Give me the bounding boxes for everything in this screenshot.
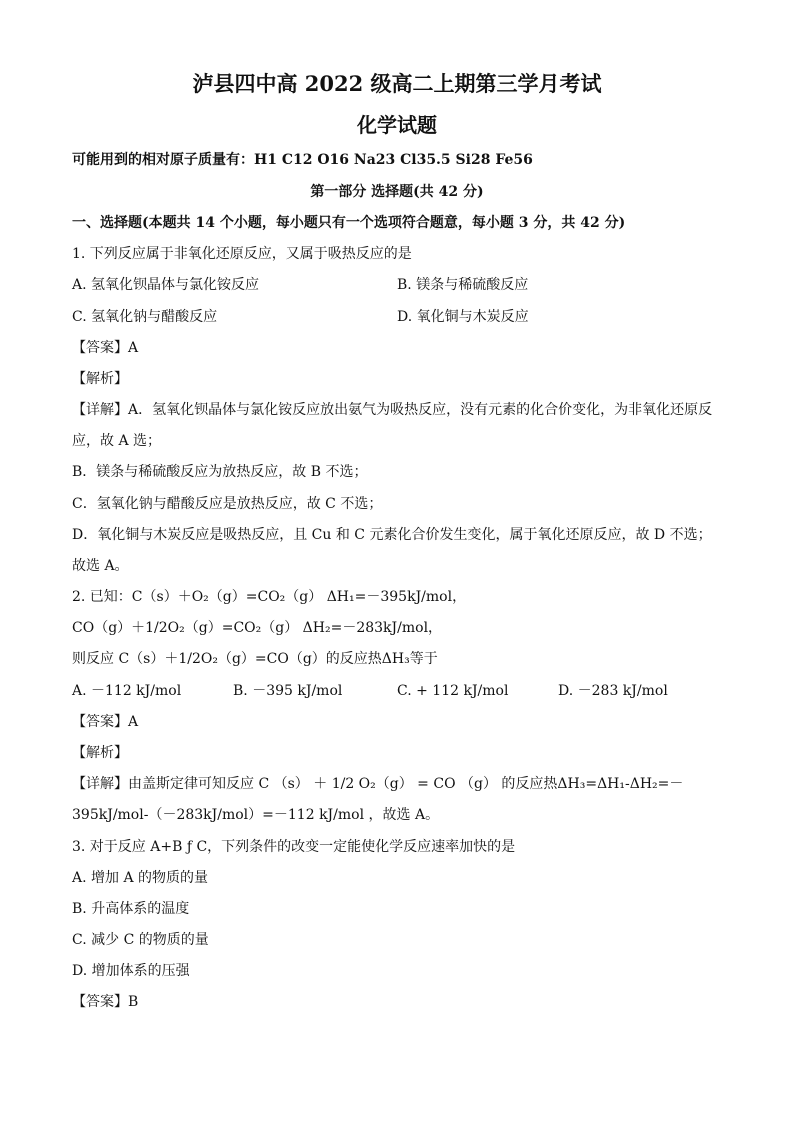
exam-title: 泸县四中高 2022 级高二上期第三学月考试 bbox=[192, 71, 602, 96]
q2-option-a: A. －112 kJ/mol bbox=[72, 683, 182, 699]
q1-detail-4: C．氢氧化钠与醋酸反应是放热反应，故 C 不选； bbox=[72, 496, 383, 512]
q3-answer: 【答案】B bbox=[72, 994, 139, 1010]
q2-given-1: 2. 已知：C（s）＋O₂（g）=CO₂（g） ΔH₁=－395kJ/mol， bbox=[72, 589, 467, 605]
q3-stem: 3. 对于反应 A+B ƒ C，下列条件的改变一定能使化学反应速率加快的是 bbox=[72, 839, 516, 855]
q2-given-3: 则反应 C（s）＋1/2O₂（g）=CO（g）的反应热ΔH₃等于 bbox=[72, 651, 438, 667]
q1-detail-1: 【详解】A．氢氧化钡晶体与氯化铵反应放出氨气为吸热反应，没有元素的化合价变化，为非氧化还原反 bbox=[72, 402, 713, 418]
q2-analysis: 【解析】 bbox=[72, 745, 128, 761]
q1-detail-5: D．氧化铜与木炭反应是吸热反应，且 Cu 和 C 元素化合价发生变化，属于氧化还原反应，故 D 不选； bbox=[72, 527, 712, 543]
subject-title: 化学试题 bbox=[357, 113, 437, 137]
q2-option-b: B. －395 kJ/mol bbox=[233, 683, 343, 699]
q3-option-a: A. 增加 A 的物质的量 bbox=[72, 870, 209, 886]
q2-given-2: CO（g）＋1/2O₂（g）=CO₂（g） ΔH₂=－283kJ/mol， bbox=[72, 620, 443, 636]
q1-answer: 【答案】A bbox=[72, 340, 139, 356]
q2-option-c: C. + 112 kJ/mol bbox=[397, 683, 509, 699]
q1-option-d: D. 氧化铜与木炭反应 bbox=[397, 309, 529, 325]
q3-option-b: B. 升高体系的温度 bbox=[72, 901, 190, 917]
q3-option-d: D. 增加体系的压强 bbox=[72, 963, 190, 979]
q2-answer: 【答案】A bbox=[72, 714, 139, 730]
q1-option-a: A. 氢氧化钡晶体与氯化铵反应 bbox=[72, 277, 260, 293]
section-title: 一、选择题(本题共 14 个小题，每小题只有一个选项符合题意，每小题 3 分，共 42 分) bbox=[72, 215, 626, 231]
q1-detail-2: 应，故 A 选； bbox=[72, 433, 162, 449]
q2-detail-2: 395kJ/mol-（－283kJ/mol）=－112 kJ/mol ，故选 A。 bbox=[72, 807, 440, 823]
atomic-masses: 可能用到的相对原子质量有：H1 C12 O16 Na23 Cl35.5 Si28 Fe56 bbox=[72, 152, 533, 168]
q1-stem: 1. 下列反应属于非氧化还原反应，又属于吸热反应的是 bbox=[72, 246, 412, 262]
part-title: 第一部分 选择题(共 42 分) bbox=[310, 184, 484, 200]
q2-detail-1: 【详解】由盖斯定律可知反应 C （s） ＋ 1/2 O₂（g） = CO （g） 的反应热ΔH₃=ΔH₁-ΔH₂=－ bbox=[72, 776, 684, 792]
q1-option-c: C. 氢氧化钠与醋酸反应 bbox=[72, 309, 218, 325]
q1-option-b: B. 镁条与稀硫酸反应 bbox=[397, 277, 529, 293]
q1-detail-6: 故选 A。 bbox=[72, 558, 129, 574]
q1-detail-3: B．镁条与稀硫酸反应为放热反应，故 B 不选； bbox=[72, 464, 368, 480]
q2-option-d: D. －283 kJ/mol bbox=[558, 683, 668, 699]
q1-analysis: 【解析】 bbox=[72, 371, 128, 387]
q3-option-c: C. 减少 C 的物质的量 bbox=[72, 932, 209, 948]
